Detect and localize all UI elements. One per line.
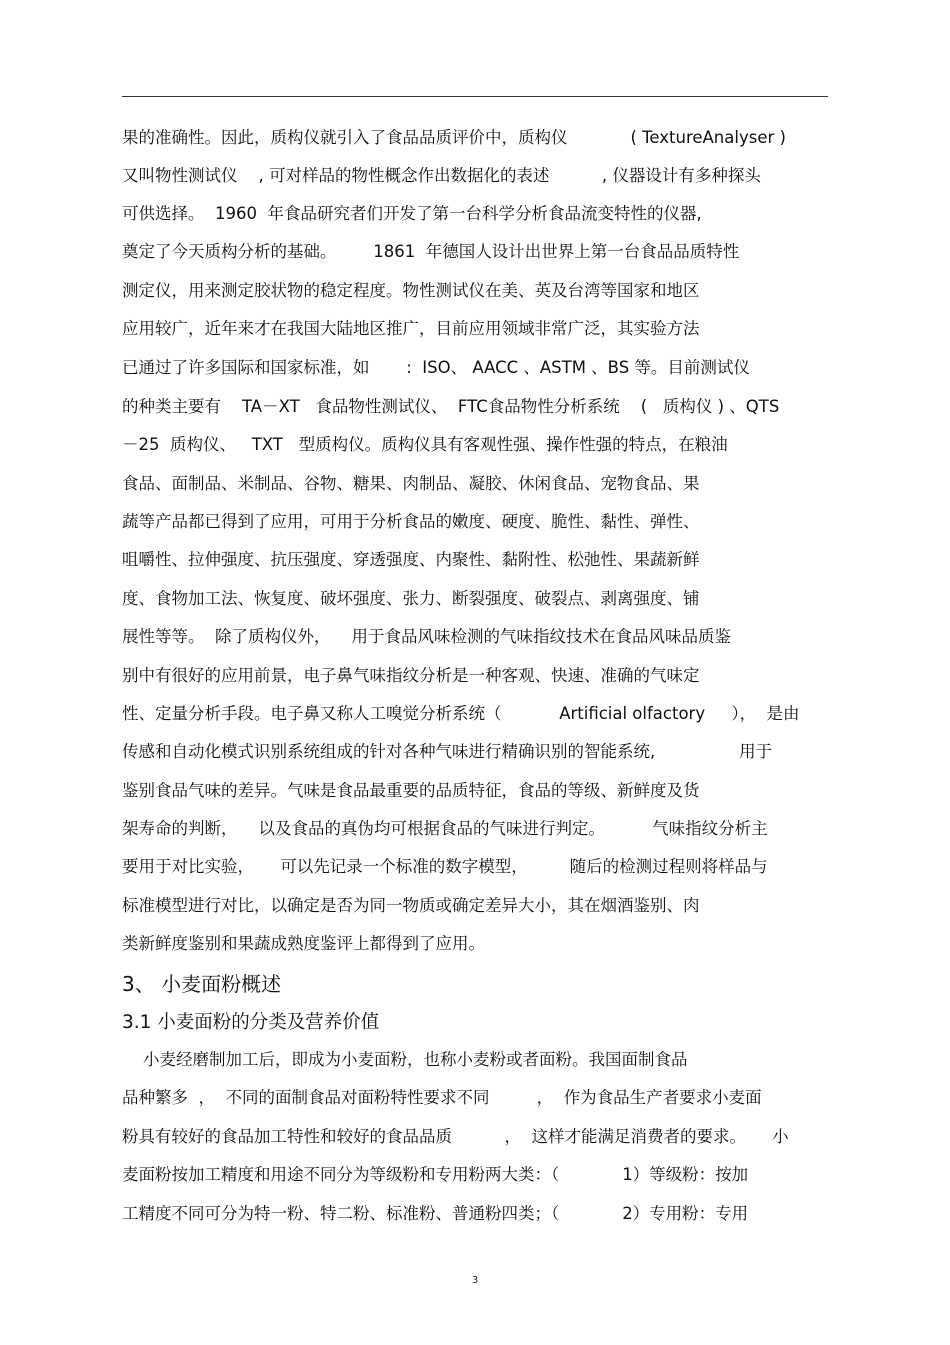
text-line: 鉴别食品气味的差异。气味是食品最重要的品质特征，食品的等级、新鲜度及货 (122, 781, 700, 800)
text-line: 可供选择。 1960 年食品研究者们开发了第一台科学分析食品流变特性的仪器, (122, 204, 702, 223)
text-line: 品种繁多 ， 不同的面制食品对面粉特性要求不同 ， 作为食品生产者要求小麦面 (122, 1088, 762, 1107)
text-line: 性、定量分析手段。电子鼻又称人工嗅觉分析系统（ Artificial olfactory ）， 是由 (122, 704, 800, 723)
section-heading: 3、 小麦面粉概述 (122, 972, 282, 996)
text-line: 类新鲜度鉴别和果蔬成熟度鉴评上都得到了应用。 (122, 934, 485, 953)
text-line: 展性等等。 除了质构仪外， 用于食品风味检测的气味指纹技术在食品风味品质鉴 (122, 627, 731, 646)
text-line: 果的准确性。因此，质构仪就引入了食品品质评价中，质构仪 ( TextureAnalyser ) (122, 128, 786, 147)
text-line: －25 质构仪、 TXT 型质构仪。质构仪具有客观性强、操作性强的特点，在粮油 (122, 435, 728, 454)
text-line: 又叫物性测试仪 , 可对样品的物性概念作出数据化的表述 , 仪器设计有多种探头 (122, 166, 761, 185)
subsection-heading: 3.1 小麦面粉的分类及营养价值 (122, 1012, 380, 1033)
text-line: 别中有很好的应用前景，电子鼻气味指纹分析是一种客观、快速、准确的气味定 (122, 666, 700, 685)
text-line: 粉具有较好的食品加工特性和较好的食品品质 ， 这样才能满足消费者的要求。 小 (122, 1127, 789, 1146)
header-rule (122, 96, 828, 97)
text-line: 标准模型进行对比，以确定是否为同一物质或确定差异大小，其在烟酒鉴别、肉 (122, 896, 700, 915)
text-line: 应用较广，近年来才在我国大陆地区推广，目前应用领域非常广泛，其实验方法 (122, 319, 700, 338)
text-line: 咀嚼性、拉伸强度、抗压强度、穿透强度、内聚性、黏附性、松弛性、果蔬新鲜 (122, 550, 700, 569)
text-line: 要用于对比实验， 可以先记录一个标准的数字模型， 随后的检测过程则将样品与 (122, 857, 768, 876)
text-line: 蔬等产品都已得到了应用，可用于分析食品的嫩度、硬度、脆性、黏性、弹性、 (122, 512, 700, 531)
text-line: 小麦经磨制加工后，即成为小麦面粉，也称小麦粉或者面粉。我国面制食品 (122, 1050, 688, 1069)
text-line: 的种类主要有 TA－XT 食品物性测试仪、 FTC食品物性分析系统 ( 质构仪 ) 、QTS (122, 397, 780, 416)
text-line: 架寿命的判断， 以及食品的真伪均可根据食品的气味进行判定。 气味指纹分析主 (122, 819, 768, 838)
text-line: 测定仪，用来测定胶状物的稳定程度。物性测试仪在美、英及台湾等国家和地区 (122, 281, 700, 300)
text-line: 传感和自动化模式识别系统组成的针对各种气味进行精确识别的智能系统, 用于 (122, 742, 773, 761)
page-number: 3 (471, 1275, 479, 1286)
text-line: 麦面粉按加工精度和用途不同分为等级粉和专用粉两大类：（ 1）等级粉：按加 (122, 1165, 749, 1184)
text-line: 食品、面制品、米制品、谷物、糖果、肉制品、凝胶、休闲食品、宠物食品、果 (122, 474, 700, 493)
text-line: 已通过了许多国际和国家标准，如 : ISO、 AACC 、ASTM 、BS 等。目前测试仪 (122, 358, 750, 377)
text-line: 奠定了今天质构分析的基础。 1861 年德国人设计出世界上第一台食品品质特性 (122, 242, 740, 261)
text-line: 度、食物加工法、恢复度、破坏强度、张力、断裂强度、破裂点、剥离强度、铺 (122, 589, 700, 608)
text-line: 工精度不同可分为特一粉、特二粉、标准粉、普通粉四类；（ 2）专用粉：专用 (122, 1204, 749, 1223)
